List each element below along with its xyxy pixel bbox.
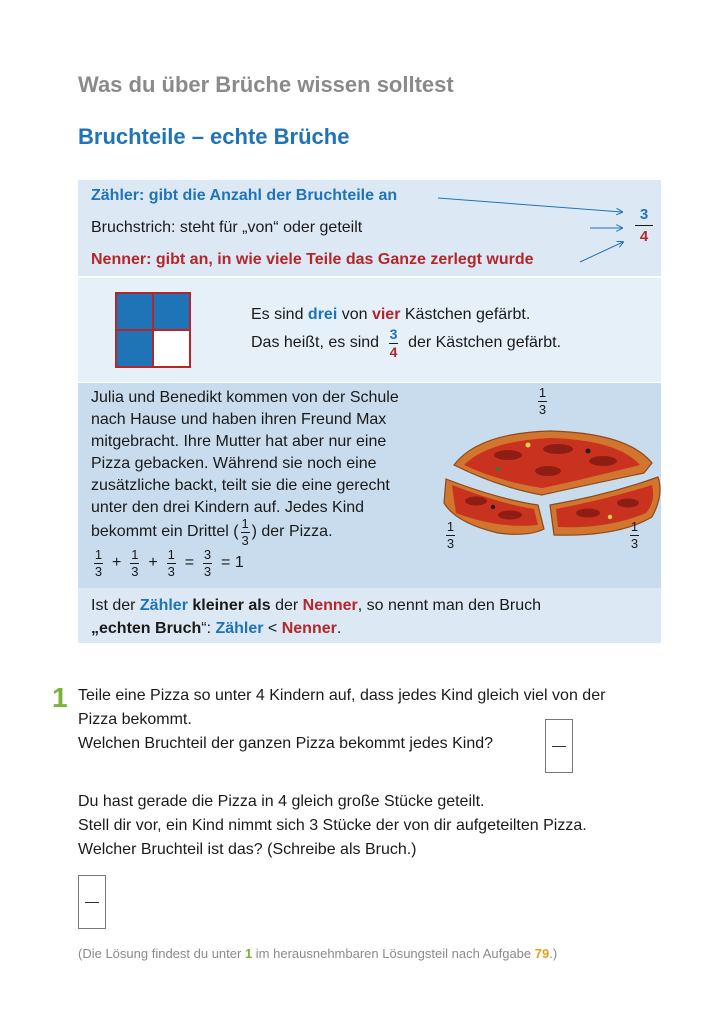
grid-cell-filled — [154, 294, 189, 329]
definition-arrows — [430, 190, 630, 270]
grid-cell-filled — [117, 331, 152, 366]
inline-fraction — [241, 517, 250, 547]
nenner-definition: Nenner: gibt an, in wie viele Teile das Ganze zerlegt wurde — [91, 251, 534, 268]
section-title: Bruchteile – echte Brüche — [78, 124, 350, 149]
fraction-one-third — [94, 548, 103, 578]
numerator: 1 — [94, 547, 103, 562]
story-line: Pizza gebacken. Während sie noch eine — [91, 455, 377, 472]
denominator-word: vier — [371, 306, 401, 323]
pizza-label-left — [446, 520, 455, 550]
text: Das heißt, es sind — [251, 334, 380, 352]
text: der — [270, 597, 303, 614]
task-ref: 1 — [244, 946, 253, 961]
denominator: 3 — [446, 535, 455, 551]
zaehler-word: Zähler — [215, 620, 264, 637]
text: kleiner als — [187, 597, 271, 614]
inline-fraction — [389, 327, 398, 359]
rule-line-2 — [91, 620, 341, 638]
text: im herausnehmbaren Lösungsteil nach Aufgabe — [252, 946, 535, 961]
task-line: Teile eine Pizza so unter 4 Kindern auf, dass jedes Kind gleich viel von der — [78, 687, 606, 704]
denominator: 3 — [131, 563, 139, 579]
fraction-bar — [552, 746, 566, 747]
equals-sign: = — [184, 554, 195, 572]
nenner-word: Nenner — [302, 597, 358, 614]
text: < — [263, 620, 282, 637]
fraction-grid — [115, 292, 191, 368]
story-text — [91, 387, 431, 548]
text: „echten Bruch — [91, 620, 202, 637]
text: bekommt ein Drittel ( — [91, 523, 239, 540]
denominator: 3 — [538, 401, 547, 417]
equation-result: = 1 — [221, 554, 244, 572]
denominator: 4 — [389, 343, 398, 360]
story-line: zusätzliche backt, teilt sie die eine gerecht — [91, 477, 390, 494]
denominator: 3 — [94, 563, 103, 579]
task-number: 1 — [52, 682, 68, 713]
fraction-bar — [85, 902, 99, 903]
solution-hint — [78, 946, 557, 961]
story-line — [91, 515, 431, 548]
text: Es sind — [251, 306, 308, 323]
answer-box-fraction-1[interactable] — [545, 719, 573, 773]
bruchstrich-definition: Bruchstrich: steht für „von“ oder geteilt — [91, 219, 363, 236]
denominator: 3 — [630, 535, 639, 551]
text: der Kästchen gefärbt. — [408, 334, 562, 352]
story-line: Julia und Benedikt kommen von der Schule — [91, 389, 399, 406]
zaehler-definition: Zähler: gibt die Anzahl der Bruchteile an — [91, 187, 398, 204]
fraction-bar — [635, 225, 653, 226]
fraction-one-third — [130, 548, 139, 578]
plus-sign: + — [112, 554, 122, 572]
numerator: 1 — [538, 385, 547, 400]
text: Ist der — [91, 597, 140, 614]
fraction-three-thirds — [203, 548, 212, 578]
page-title: Was du über Brüche wissen solltest — [78, 72, 454, 97]
zaehler-word: Zähler — [139, 597, 188, 614]
story-line: unter den drei Kindern auf. Jedes Kind — [91, 499, 365, 516]
numerator: 1 — [630, 519, 639, 534]
task-text-1 — [78, 684, 605, 756]
text: .) — [549, 946, 558, 961]
numerator: 3 — [389, 326, 398, 342]
rule-line-1 — [91, 597, 541, 615]
numerator: 1 — [241, 515, 249, 531]
numerator: 1 — [167, 547, 175, 562]
fraction-denominator: 4 — [639, 228, 649, 245]
task-line: Du hast gerade die Pizza in 4 gleich große Stücke geteilt. — [78, 793, 485, 810]
numerator: 1 — [131, 547, 139, 562]
pizza-label-top — [538, 386, 547, 416]
denominator: 3 — [203, 563, 212, 579]
answer-box-fraction-2[interactable] — [78, 875, 106, 929]
text: (Die Lösung findest du unter — [78, 946, 245, 961]
sum-equation — [92, 548, 244, 578]
story-line: nach Hause und haben ihren Freund Max — [91, 411, 387, 428]
fraction-numerator: 3 — [639, 206, 649, 223]
text: von — [337, 306, 372, 323]
text: , so nennt man den Bruch — [357, 597, 542, 614]
story-line: mitgebracht. Ihre Mutter hat aber nur eine — [91, 433, 387, 450]
task-line: Stell dir vor, ein Kind nimmt sich 3 Stücke der von dir aufgeteilten Pizza. — [78, 817, 587, 834]
numerator: 1 — [446, 519, 455, 534]
definition-fraction — [635, 206, 653, 245]
exercise-ref: 79 — [534, 946, 550, 961]
grid-cell-empty — [154, 331, 189, 366]
nenner-word: Nenner — [281, 620, 337, 637]
grid-cell-filled — [117, 294, 152, 329]
task-line: Pizza bekommt. — [78, 711, 192, 728]
numerator: 3 — [203, 547, 212, 562]
pizza-slice-top — [454, 431, 652, 495]
task-text-2 — [78, 790, 587, 862]
text: . — [336, 620, 342, 637]
text: ) der Pizza. — [251, 523, 333, 540]
text: “: — [201, 620, 216, 637]
example-line-1 — [251, 306, 530, 324]
numerator-word: drei — [307, 306, 338, 323]
denominator: 3 — [241, 532, 249, 548]
text: Kästchen gefärbt. — [400, 306, 531, 323]
pizza-label-right — [630, 520, 639, 550]
plus-sign: + — [148, 554, 158, 572]
fraction-one-third — [167, 548, 176, 578]
denominator: 3 — [167, 563, 175, 579]
task-line: Welchen Bruchteil der ganzen Pizza bekommt jedes Kind? — [78, 735, 494, 752]
task-line: Welcher Bruchteil ist das? (Schreibe als Bruch.) — [78, 841, 417, 858]
example-line-2 — [251, 327, 561, 359]
